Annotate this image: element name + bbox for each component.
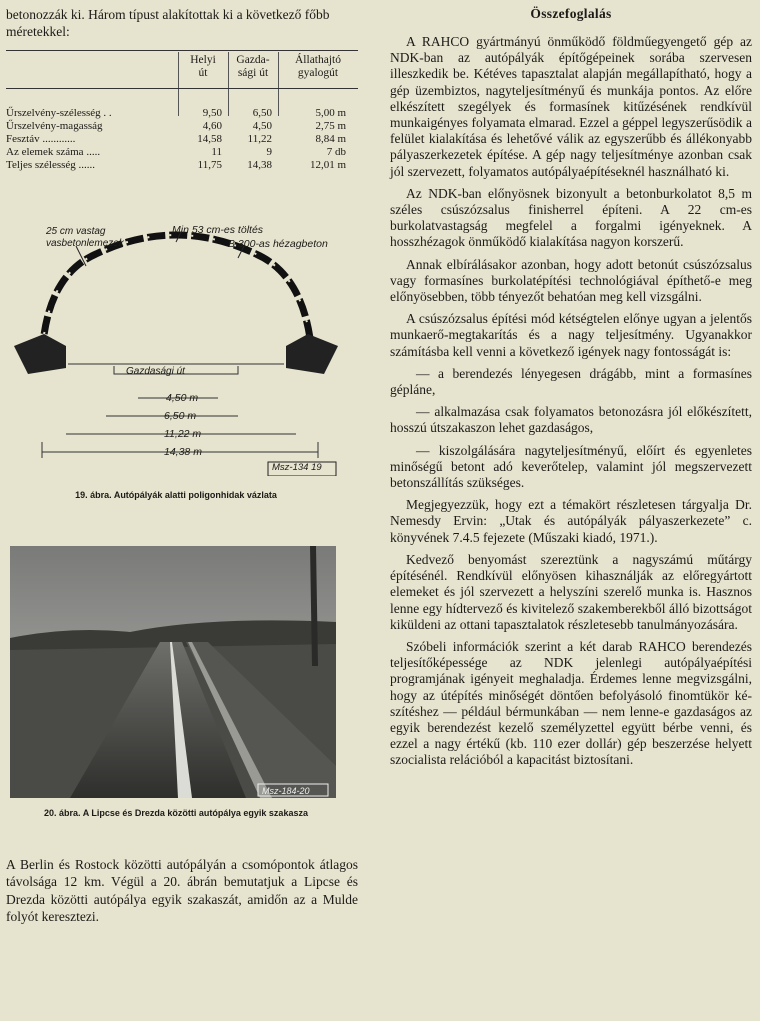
outro-block	[6, 856, 358, 925]
paragraph: Megjegyezzük, hogy ezt a témakört részletesen tárgyalja Dr. Nemesdy Ervin: „Utak és autópályák pályaszerkezete” c. könyvének 7.4.5 fejezete (Műszaki kiadó, 1971.).	[390, 497, 752, 545]
table-header-gazdasagi	[228, 54, 278, 80]
table-cell-label: Űrszelvény-szélesség . .	[6, 107, 112, 119]
arch-joints	[42, 235, 312, 356]
right-column	[390, 6, 752, 775]
table-header-allathajto	[278, 54, 358, 80]
label-slab: 25 cm vastag vasbetonlemezek	[46, 226, 124, 249]
table-cell: 6,50	[252, 107, 272, 119]
table-cell: 5,00 m	[315, 107, 346, 119]
dim-label: 4,50 m	[166, 392, 199, 404]
table-cell: 11,22	[247, 133, 272, 145]
table-cell: 14,58	[197, 133, 222, 145]
figure-19	[6, 196, 346, 500]
table-cell: 9,50	[202, 107, 222, 119]
table-header-line: Állathajtó	[295, 54, 341, 66]
dim-label: 14,38 m	[164, 446, 202, 458]
intro-text: betonozzák ki. Három típust alakítottak ki a következő főbb méretekkel:	[6, 7, 330, 39]
table-cell: 9	[266, 146, 272, 158]
table-row	[6, 107, 358, 119]
table-cell-label: Az elemek száma .....	[6, 146, 101, 158]
table-cell: 4,50	[252, 120, 272, 132]
table-cell: 8,84 m	[315, 133, 346, 145]
list-item: — a berendezés lényegesen drágább, mint a formasínes gépláne,	[390, 365, 752, 398]
highway-photo	[10, 546, 336, 798]
table-header-line: út	[198, 67, 208, 79]
table-row	[6, 120, 358, 132]
figure-caption: 19. ábra. Autópályák alatti poligonhidak vázlata	[75, 490, 277, 500]
list-item: — kiszolgálására nagyteljesítményű, előírt és egyenletes minőségű betont adó keverőtelep, valamint jól megszervezett betonszállítás szükséges.	[390, 442, 752, 491]
table-cell: 11	[211, 146, 222, 158]
table-row	[6, 133, 358, 145]
label-joint: B 300-as hézagbeton	[228, 238, 328, 250]
paragraph: Annak elbírálásakor azonban, hogy adott betonút csúszózsalus vagy formasínes burkolatépítési technológiával építhető-e meg előnyösebben, több tényezőt behatóan meg kell vizsgálni.	[390, 256, 752, 305]
table-header-line: sági út	[237, 67, 269, 79]
list-item: — alkalmazása csak folyamatos betonozásra jól előkészített, hosszú útszakaszon lehet gazdaságos,	[390, 404, 752, 436]
paragraph: A csúszózsalus építési mód kétségtelen előnye ugyan a jelentős munkaerő-megtakarítás és a nagy teljesítmény. Ugyanakkor számításba kell venni a következő igények nagy fontosságát is:	[390, 311, 752, 359]
table-header-line: Gazda-	[236, 54, 270, 66]
outro-text: A Berlin és Rostock közötti autópályán a csomópontok átlagos távolsága 12 km. Végül a 20. ábrán bemutatjuk a Lipcse és Drezda közötti autópálya egyik szakaszát, amidőn az a Mulde folyót keresztezi.	[6, 857, 358, 924]
paragraph: Az NDK-ban előnyösnek bizonyult a betonburkolatot 8,5 m széles csúszózsalus finisherrel építeni. A 22 cm-es burkolatvastagság megfelel a forgalmi igényeknek. A hosszhézagok önműködő kialakítása nagyon korszerű.	[390, 185, 752, 250]
table-row	[6, 146, 358, 158]
left-foundation	[14, 334, 66, 374]
table-cell-label: Fesztáv ............	[6, 133, 76, 145]
table-cell: 14,38	[247, 159, 272, 171]
section-title: Összefoglalás	[530, 6, 612, 21]
paragraph: Szóbeli információk szerint a két darab RAHCO berendezés teljesítőképessége az NDK jelenlegi autópályaépítési programjának igényeit meghaladja. Érdemes lenne megvizsgálni, hogy az útépítés minőségét döntően befolyásoló finomtükör készítéshez — például bérmunkában — nem lenne-e gazdaságos az egyik berendezést kezelő személyzettel együtt bérbe venni, és ezzel a nagy értékű (kb. 110 ezer dollár) gép beszerzése helyett szocialista relációból a kapacitást biztosítani.	[390, 638, 752, 768]
table-cell: 4,60	[202, 120, 222, 132]
table-header-line: Helyi	[190, 54, 216, 66]
left-column	[6, 6, 358, 171]
table-cell: 11,75	[197, 159, 222, 171]
paragraph: Kedvező benyomást szereztünk a nagyszámú műtárgy építésénél. Rendkívül előnyösen kihasználják az előregyártott elemeket és jól szervezett a helyszíni szerelő munka is. Hasznos lenne egy hídtervező és kivitelező szakemberekből álló bizottságot kiküldeni az ottani tapasztalatok részletesebb tanulmányozására.	[390, 551, 752, 632]
table-cell: 7 db	[326, 146, 346, 158]
dim-label: 11,22 m	[164, 428, 202, 440]
table-cell: 12,01 m	[309, 159, 346, 171]
paragraph: A RAHCO gyártmányú önműködő földműegyengető gép az NDK-ban az autópályák építőgépeinek sorába szervesen illeszkedik be. Kétéves tapasztalat alapján megállapítható, hogy a gép üzembiztos, nagyteljesítményű és munkája pontos. Az előre elkészített szegélyek és formasínek kitűzésének rendkívül munkaigényes folyamata elmarad. Ezzel a géppel legyszerűsödik a felület kialakítása és lehetővé válik az egyszerűbb és állékonyabb pályaszerkezetek építése. A gép nagy teljesítménye azonban csak jól szervezett, folyamatos autópályaépítéseknél használható ki.	[390, 34, 752, 179]
dimensions-table	[6, 50, 358, 180]
label-fill: Min 53 cm-es töltés	[172, 224, 264, 236]
right-foundation	[286, 334, 338, 374]
table-row	[6, 159, 358, 171]
figure-caption: 20. ábra. A Lipcse és Drezda közötti autópálya egyik szakasza	[44, 808, 308, 818]
arch-slab	[42, 235, 312, 356]
table-cell-label: Teljes szélesség ......	[6, 159, 96, 171]
table-cell-label: Űrszelvény-magasság	[6, 120, 103, 132]
summary-paragraphs	[390, 34, 752, 769]
figure-stamp: Msz-184-20	[262, 786, 310, 796]
figure-20-photo	[10, 546, 336, 798]
table-header-line: gyalogút	[297, 67, 339, 79]
dim-label: 6,50 m	[164, 410, 197, 422]
figure-stamp: Msz-134 19	[272, 462, 322, 473]
table-header-helyi	[178, 54, 228, 80]
label-road: Gazdasági út	[126, 366, 185, 377]
table-cell: 2,75 m	[315, 120, 346, 132]
